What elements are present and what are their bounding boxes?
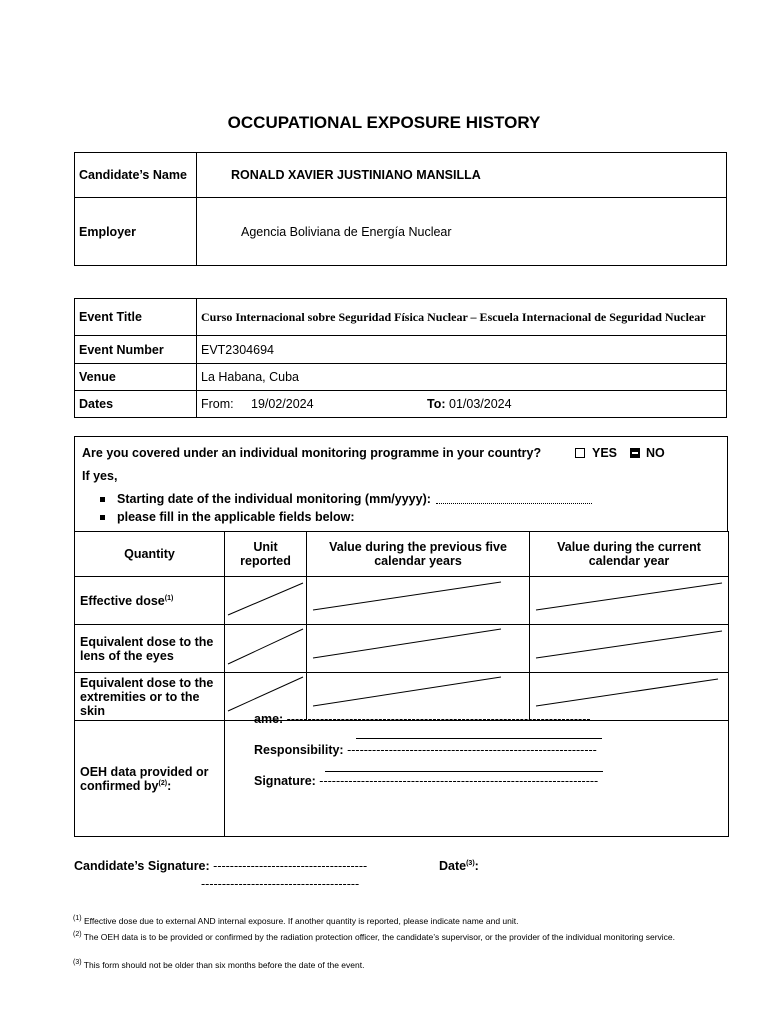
employer-label: Employer [75, 198, 197, 266]
check-mark-icon [632, 452, 638, 454]
footnote-3: $^{(3)}$ This form should not be older than six months before the date of the event. [73, 959, 365, 970]
strike-line [225, 625, 306, 669]
date-field[interactable]: Date$^{(3)}$: [439, 859, 479, 873]
header-current-year: Value during the current calendar year [530, 532, 729, 577]
employer-value: Agencia Boliviana de Energía Nuclear [197, 198, 727, 266]
lens-dose-previous[interactable] [307, 625, 530, 673]
dates-value [197, 391, 727, 418]
no-option[interactable] [630, 446, 665, 460]
venue-label: Venue [75, 364, 197, 391]
page-title: OCCUPATIONAL EXPOSURE HISTORY [227, 113, 541, 132]
effective-dose-previous[interactable] [307, 577, 530, 625]
fill-fields-text: please fill in the applicable fields below: [117, 510, 355, 524]
start-date-field[interactable] [436, 494, 592, 504]
yes-option[interactable] [575, 446, 617, 460]
oeh-name-row[interactable]: ame: ------------------------------------------------------------------------- [254, 712, 591, 726]
strike-line [530, 577, 728, 621]
candidate-signature-row[interactable]: Candidate’s Signature: ------------------------------------- [74, 859, 368, 873]
oeh-responsibility-underline [325, 771, 603, 772]
event-title-value: Curso Internacional sobre Seguridad Física Nuclear – Escuela Internacional de Seguridad Nuclear [197, 299, 727, 336]
monitoring-section [74, 436, 728, 532]
event-title-label: Event Title [75, 299, 197, 336]
oeh-signature-row[interactable]: Signature: ------------------------------------------------------------------- [254, 774, 599, 788]
row-extremities-dose: Equivalent dose to the extremities or to the skin [75, 673, 225, 721]
candidate-table [74, 152, 727, 266]
lens-dose-unit[interactable] [225, 625, 307, 673]
bullet-start-date [100, 492, 592, 506]
venue-value: La Habana, Cuba [197, 364, 727, 391]
dose-table [74, 531, 729, 837]
lens-dose-current[interactable] [530, 625, 729, 673]
strike-line [225, 673, 306, 717]
yes-label: YES [592, 446, 618, 460]
header-unit: Unit reported [225, 532, 307, 577]
bullet-icon [100, 515, 105, 520]
strike-line [225, 577, 306, 621]
effective-dose-current[interactable] [530, 577, 729, 625]
row-lens-dose: Equivalent dose to the lens of the eyes [75, 625, 225, 673]
event-number-value: EVT2304694 [197, 336, 727, 364]
candidate-name-label: Candidate’s Name [75, 153, 197, 198]
effective-dose-unit[interactable] [225, 577, 307, 625]
to-label: To: [427, 397, 446, 411]
row-effective-dose: Effective dose$^{(1)}$ [75, 577, 225, 625]
event-table [74, 298, 727, 418]
candidate-signature-line2: -------------------------------------- [201, 877, 360, 891]
oeh-responsibility-row[interactable]: Responsibility: ------------------------------------------------------------ [254, 743, 597, 757]
from-value: 19/02/2024 [251, 397, 314, 411]
dates-label: Dates [75, 391, 197, 418]
candidate-name-value: RONALD XAVIER JUSTINIANO MANSILLA [197, 153, 727, 198]
no-label: NO [646, 446, 665, 460]
monitoring-question: Are you covered under an individual monitoring programme in your country? [82, 446, 542, 460]
to-value: 01/03/2024 [449, 397, 512, 411]
header-quantity: Quantity [75, 532, 225, 577]
strike-line [307, 577, 509, 621]
oeh-name-underline [356, 738, 602, 739]
oeh-label-cell: OEH data provided or confirmed $by^{(2)}$: [75, 721, 225, 837]
strike-line [530, 673, 728, 717]
no-checkbox-checked[interactable] [630, 448, 640, 458]
footnote-2: $^{(2)}$ The OEH data is to be provided or confirmed by the radiation protection officer, the candidate’s supervisor, or the provider of the individual monitoring service. [73, 931, 676, 942]
strike-line [307, 625, 509, 669]
from-label: From: [201, 397, 234, 411]
start-date-label: Starting date of the individual monitoring (mm/yyyy): [117, 492, 431, 506]
yes-checkbox[interactable] [575, 448, 585, 458]
if-yes-text: If yes, [82, 469, 118, 483]
footnote-1: $^{(1)}$ Effective dose due to external AND internal exposure. If another quantity is reported, please indicate name and unit. [73, 915, 519, 926]
strike-line [530, 625, 728, 669]
header-previous-years: Value during the previous five calendar years [307, 532, 530, 577]
strike-line [307, 673, 509, 717]
event-number-label: Event Number [75, 336, 197, 364]
bullet-fill-fields [100, 510, 355, 524]
bullet-icon [100, 497, 105, 502]
